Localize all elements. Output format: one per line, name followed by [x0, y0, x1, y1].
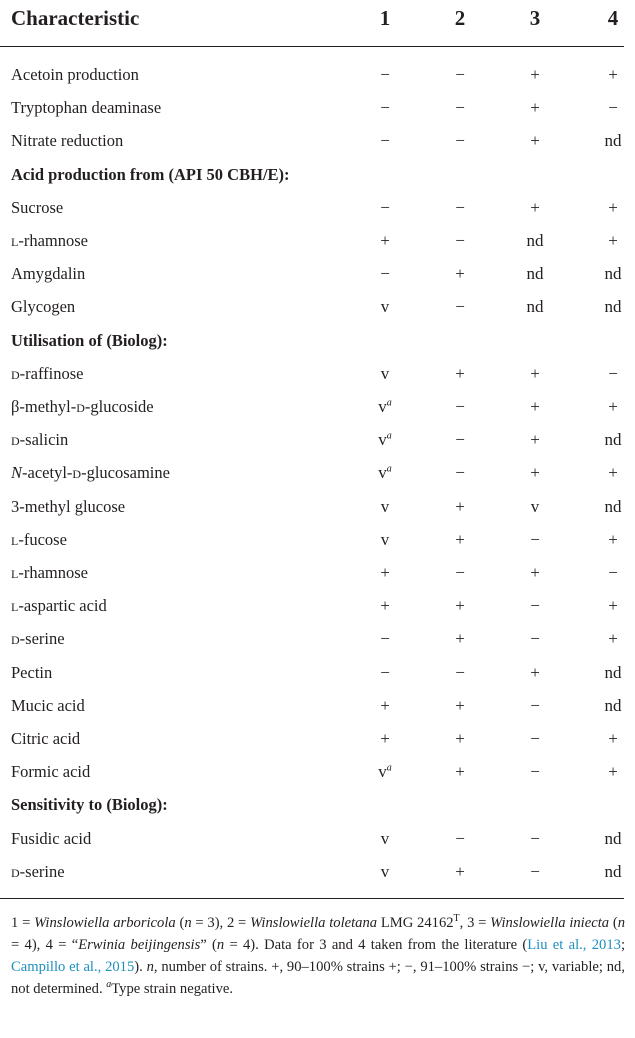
table-row	[0, 456, 635, 489]
cell-col-4: nd	[604, 861, 622, 881]
cell-col-1: v	[380, 828, 390, 848]
footnote-marker: a	[386, 397, 392, 409]
cell-col-4: +	[608, 629, 618, 649]
row-label: l-rhamnose	[11, 231, 88, 250]
cell-col-1: −	[380, 65, 390, 84]
reference-link-liu[interactable]: Liu et al., 2013	[527, 937, 621, 953]
cell-col-4: +	[608, 231, 618, 250]
cell-col-1: v	[380, 297, 390, 317]
cell-col-2: +	[455, 762, 465, 782]
cell-col-2: −	[455, 662, 465, 682]
cell-col-4: nd	[604, 131, 622, 151]
cell-col-3: −	[530, 828, 540, 848]
table-row	[0, 124, 635, 157]
cell-col-3: +	[530, 563, 540, 582]
cell-col-1: v	[380, 363, 390, 383]
cell-col-4: +	[608, 463, 618, 483]
row-label: Pectin	[11, 662, 53, 682]
cell-col-1: −	[380, 629, 390, 649]
table-footnote: 1 = Winslowiella arboricola (n = 3), 2 = Winslowiella toletana LMG $24162^T$, 3 = Winslowiella iniecta (n = 4), 4 = “Erwinia beijingensis” (n = 4). Data for 3 and 4 taken from the literature (Liu et al., 2013; Campillo et al., 2015). n, number of strains. +, 90–100% strains +; −, 91–100% strains −; v, variable; nd, not determined. $^a$Type strain negative.	[11, 913, 625, 997]
row-label: l-fucose	[11, 529, 67, 549]
cell-col-1: $v^a$	[378, 762, 392, 782]
table-row	[0, 656, 635, 689]
cell-col-3: −	[530, 729, 540, 748]
cell-col-1: +	[380, 729, 390, 748]
cell-col-2: +	[455, 496, 465, 516]
cell-col-1: −	[380, 662, 390, 682]
cell-col-2: −	[455, 65, 465, 84]
section-label: Utilisation of (Biolog):	[11, 330, 168, 350]
cell-col-1: −	[380, 98, 390, 118]
table-row	[0, 523, 635, 556]
cell-col-4: nd	[604, 828, 622, 848]
cell-col-3: +	[530, 363, 540, 383]
header-col-1: 1	[379, 6, 391, 30]
table-row	[0, 224, 635, 257]
cell-col-1: $v^a$	[378, 397, 392, 416]
cell-col-3: nd	[526, 264, 544, 284]
row-label: Citric acid	[11, 729, 81, 748]
cell-col-4: +	[608, 197, 618, 217]
cell-col-1: −	[380, 264, 390, 284]
row-label: Nitrate reduction	[11, 131, 124, 151]
header-col-2: 2	[454, 6, 466, 30]
section-label: Acid production from (API 50 CBH/E):	[11, 164, 290, 184]
table-row	[0, 58, 635, 91]
table-row	[0, 556, 635, 589]
cell-col-3: −	[530, 861, 540, 881]
row-label: β-methyl-d-glucoside	[11, 397, 154, 416]
cell-col-4: −	[608, 98, 618, 118]
row-label: l-rhamnose	[11, 563, 88, 582]
cell-col-3: +	[530, 98, 540, 118]
cell-col-4: nd	[604, 430, 622, 450]
row-label: Fusidic acid	[11, 828, 92, 848]
row-label: Sucrose	[11, 197, 64, 217]
cell-col-3: +	[530, 662, 540, 682]
row-label: d-serine	[11, 629, 65, 649]
row-label: Acetoin production	[11, 65, 139, 84]
cell-col-2: −	[455, 430, 465, 450]
cell-col-3: +	[530, 397, 540, 416]
cell-col-2: +	[455, 596, 465, 616]
table-row	[0, 622, 635, 655]
table-row	[0, 855, 635, 888]
table-row	[0, 822, 635, 855]
cell-col-1: +	[380, 695, 390, 715]
table-row	[0, 490, 635, 523]
row-label: d-raffinose	[11, 363, 84, 383]
row-label: Formic acid	[11, 762, 91, 782]
table-row	[0, 191, 635, 224]
cell-col-2: +	[455, 695, 465, 715]
cell-col-1: +	[380, 596, 390, 616]
cell-col-2: −	[455, 131, 465, 151]
cell-col-2: −	[455, 397, 465, 416]
cell-col-3: +	[530, 65, 540, 84]
cell-col-4: −	[608, 563, 618, 582]
cell-col-3: −	[530, 529, 540, 549]
table-row	[0, 589, 635, 622]
cell-col-4: nd	[604, 695, 622, 715]
section-label: Sensitivity to (Biolog):	[11, 795, 168, 815]
cell-col-3: −	[530, 695, 540, 715]
cell-col-2: −	[455, 197, 465, 217]
cell-col-4: +	[608, 397, 618, 416]
cell-col-2: −	[455, 563, 465, 582]
cell-col-1: $v^a$	[378, 463, 392, 483]
table-row	[0, 390, 635, 423]
cell-col-3: +	[530, 430, 540, 450]
row-label: d-serine	[11, 861, 65, 881]
cell-col-2: +	[455, 629, 465, 649]
table-row	[0, 722, 635, 755]
table-row	[0, 357, 635, 390]
cell-col-1: −	[380, 131, 390, 151]
row-label: N-acetyl-d-glucosamine	[11, 463, 170, 483]
table-row	[0, 257, 635, 290]
table-row	[0, 755, 635, 788]
cell-col-2: −	[455, 98, 465, 118]
cell-col-3: +	[530, 131, 540, 151]
cell-col-4: nd	[604, 264, 622, 284]
cell-col-1: v	[380, 496, 390, 516]
cell-col-2: −	[455, 231, 465, 250]
footnote-marker: a	[386, 463, 392, 475]
cell-col-2: +	[455, 363, 465, 383]
cell-col-4: +	[608, 65, 618, 84]
cell-col-2: −	[455, 297, 465, 317]
footer-rule	[0, 898, 624, 899]
cell-col-4: +	[608, 729, 618, 748]
cell-col-4: +	[608, 596, 618, 616]
cell-col-1: v	[380, 861, 390, 881]
reference-link-campillo[interactable]: Campillo et al., 2015	[11, 959, 135, 975]
cell-col-4: +	[608, 762, 618, 782]
cell-col-3: −	[530, 629, 540, 649]
cell-col-4: −	[608, 363, 618, 383]
cell-col-3: v	[530, 496, 540, 516]
section-header	[0, 788, 635, 821]
section-header	[0, 324, 635, 357]
footnote-marker: a	[386, 430, 392, 442]
cell-col-2: +	[455, 529, 465, 549]
header-rule	[0, 46, 624, 47]
header-col-4: 4	[607, 6, 619, 30]
table-row	[0, 423, 635, 456]
table-row	[0, 290, 635, 323]
cell-col-2: −	[455, 463, 465, 483]
cell-col-1: $v^a$	[378, 430, 392, 450]
cell-col-4: +	[608, 529, 618, 549]
row-label: d-salicin	[11, 430, 69, 450]
cell-col-2: +	[455, 264, 465, 284]
cell-col-3: −	[530, 762, 540, 782]
header-characteristic: Characteristic	[11, 6, 140, 30]
header-col-3: 3	[529, 6, 541, 30]
table-header	[0, 0, 635, 40]
footnote-marker: a	[386, 762, 392, 774]
cell-col-4: nd	[604, 297, 622, 317]
row-label: 3-methyl glucose	[11, 496, 126, 516]
table-row	[0, 689, 635, 722]
cell-col-2: −	[455, 828, 465, 848]
cell-col-3: nd	[526, 231, 544, 250]
table-row	[0, 91, 635, 124]
cell-col-3: −	[530, 596, 540, 616]
cell-col-3: nd	[526, 297, 544, 317]
cell-col-1: v	[380, 529, 390, 549]
row-label: Tryptophan deaminase	[11, 98, 162, 118]
cell-col-1: −	[380, 197, 390, 217]
row-label: Amygdalin	[11, 264, 86, 284]
cell-col-3: +	[530, 197, 540, 217]
section-header	[0, 158, 635, 191]
row-label: l-aspartic acid	[11, 596, 107, 616]
cell-col-2: +	[455, 861, 465, 881]
row-label: Glycogen	[11, 297, 76, 317]
cell-col-1: +	[380, 563, 390, 582]
row-label: Mucic acid	[11, 695, 85, 715]
cell-col-4: nd	[604, 496, 622, 516]
cell-col-1: +	[380, 231, 390, 250]
cell-col-4: nd	[604, 662, 622, 682]
cell-col-3: +	[530, 463, 540, 483]
cell-col-2: +	[455, 729, 465, 748]
